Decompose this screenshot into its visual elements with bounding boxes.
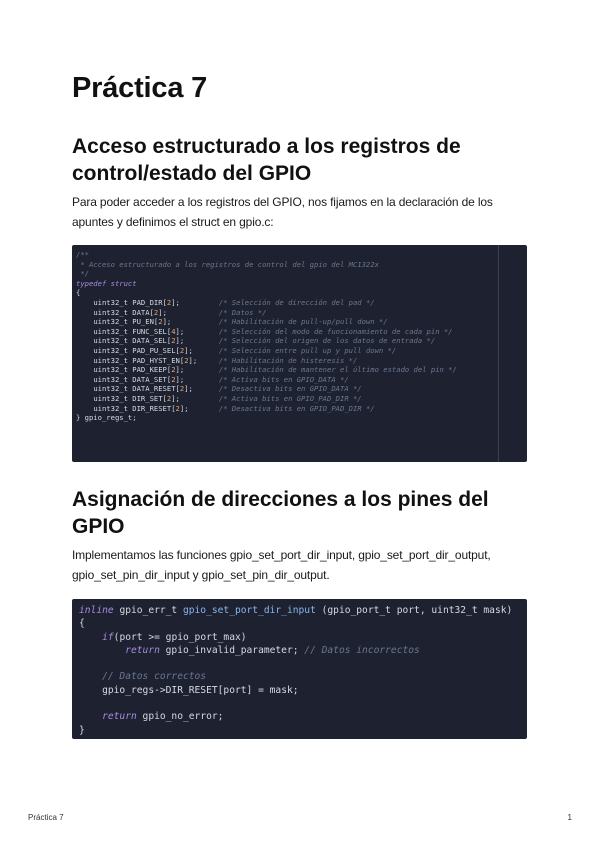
code-line: * Acceso estructurado a los registros de control del gpio del MC1322x bbox=[76, 259, 379, 269]
code-line: // Datos correctos bbox=[102, 671, 207, 683]
code-lines bbox=[79, 604, 512, 737]
code-line: uint32_t DATA_SET[2]; /* Activa bits en GPIO_DATA */ bbox=[93, 374, 349, 384]
code-margin-guide bbox=[498, 245, 499, 462]
code-line: } gpio_regs_t; bbox=[76, 413, 137, 423]
code-line: uint32_t FUNC_SEL[4]; /* Selección del modo de funcionamiento de cada pin */ bbox=[93, 326, 453, 336]
code-block-function bbox=[72, 599, 527, 739]
code-line: uint32_t PAD_DIR[2]; /* Selección de dirección del pad */ bbox=[93, 297, 375, 307]
footer-title: Práctica 7 bbox=[28, 813, 64, 822]
page-number: 1 bbox=[567, 813, 572, 822]
code-line: } bbox=[79, 724, 85, 736]
code-line: uint32_t PU_EN[2]; /* Habilitación de pull-up/pull down */ bbox=[93, 317, 388, 327]
code-line: uint32_t DATA_SEL[2]; /* Selección del origen de los datos de entrada */ bbox=[93, 336, 436, 346]
code-line: typedef struct bbox=[76, 278, 137, 288]
page-title: Práctica 7 bbox=[72, 72, 208, 104]
code-line: */ bbox=[76, 269, 89, 279]
code-line: return gpio_no_error; bbox=[102, 711, 224, 723]
code-line: /** bbox=[76, 250, 89, 259]
section-heading-registers: Acceso estructurado a los registros de control/estado del GPIO bbox=[72, 135, 461, 185]
code-line: uint32_t DIR_SET[2]; /* Activa bits en GPIO_PAD_DIR */ bbox=[93, 393, 362, 403]
code-line: { bbox=[76, 288, 81, 298]
code-line: return gpio_invalid_parameter; // Datos incorrectos bbox=[125, 644, 420, 656]
code-lines bbox=[76, 250, 457, 423]
code-line bbox=[79, 657, 512, 670]
code-line: uint32_t DIR_RESET[2]; /* Desactiva bits en GPIO_PAD_DIR */ bbox=[93, 403, 375, 413]
code-line: uint32_t DATA[2]; /* Datos */ bbox=[93, 307, 267, 317]
code-line: uint32_t PAD_PU_SEL[2]; /* Selección entre pull up y pull down */ bbox=[93, 345, 397, 355]
code-line: uint32_t PAD_KEEP[2]; /* Habilitación de mantener el último estado del pin */ bbox=[93, 365, 457, 375]
code-line bbox=[79, 697, 512, 710]
code-block-struct bbox=[72, 245, 527, 462]
code-line: uint32_t DATA_RESET[2]; /* Desactiva bits en GPIO_DATA */ bbox=[93, 384, 362, 394]
section-paragraph-registers: Para poder acceder a los registros del GPIO, nos fijamos en la declaración de los apuntes y definimos el struct en gpio.c: bbox=[72, 195, 493, 229]
code-line: { bbox=[79, 618, 85, 630]
code-line: inline gpio_err_t gpio_set_port_dir_input (gpio_port_t port, uint32_t mask) bbox=[79, 605, 513, 616]
code-line: gpio_regs->DIR_RESET[port] = mask; bbox=[102, 684, 299, 696]
section-heading-pin-directions: Asignación de direcciones a los pines del GPIO bbox=[72, 488, 489, 538]
section-paragraph-pin-directions: Implementamos las funciones gpio_set_port_dir_input, gpio_set_port_dir_output, gpio_set_pin_dir_input y gpio_set_pin_dir_output. bbox=[72, 548, 491, 582]
code-line: if(port >= gpio_port_max) bbox=[102, 631, 247, 643]
code-line: uint32_t PAD_HYST_EN[2]; /* Habilitación de histeresis */ bbox=[93, 355, 358, 365]
